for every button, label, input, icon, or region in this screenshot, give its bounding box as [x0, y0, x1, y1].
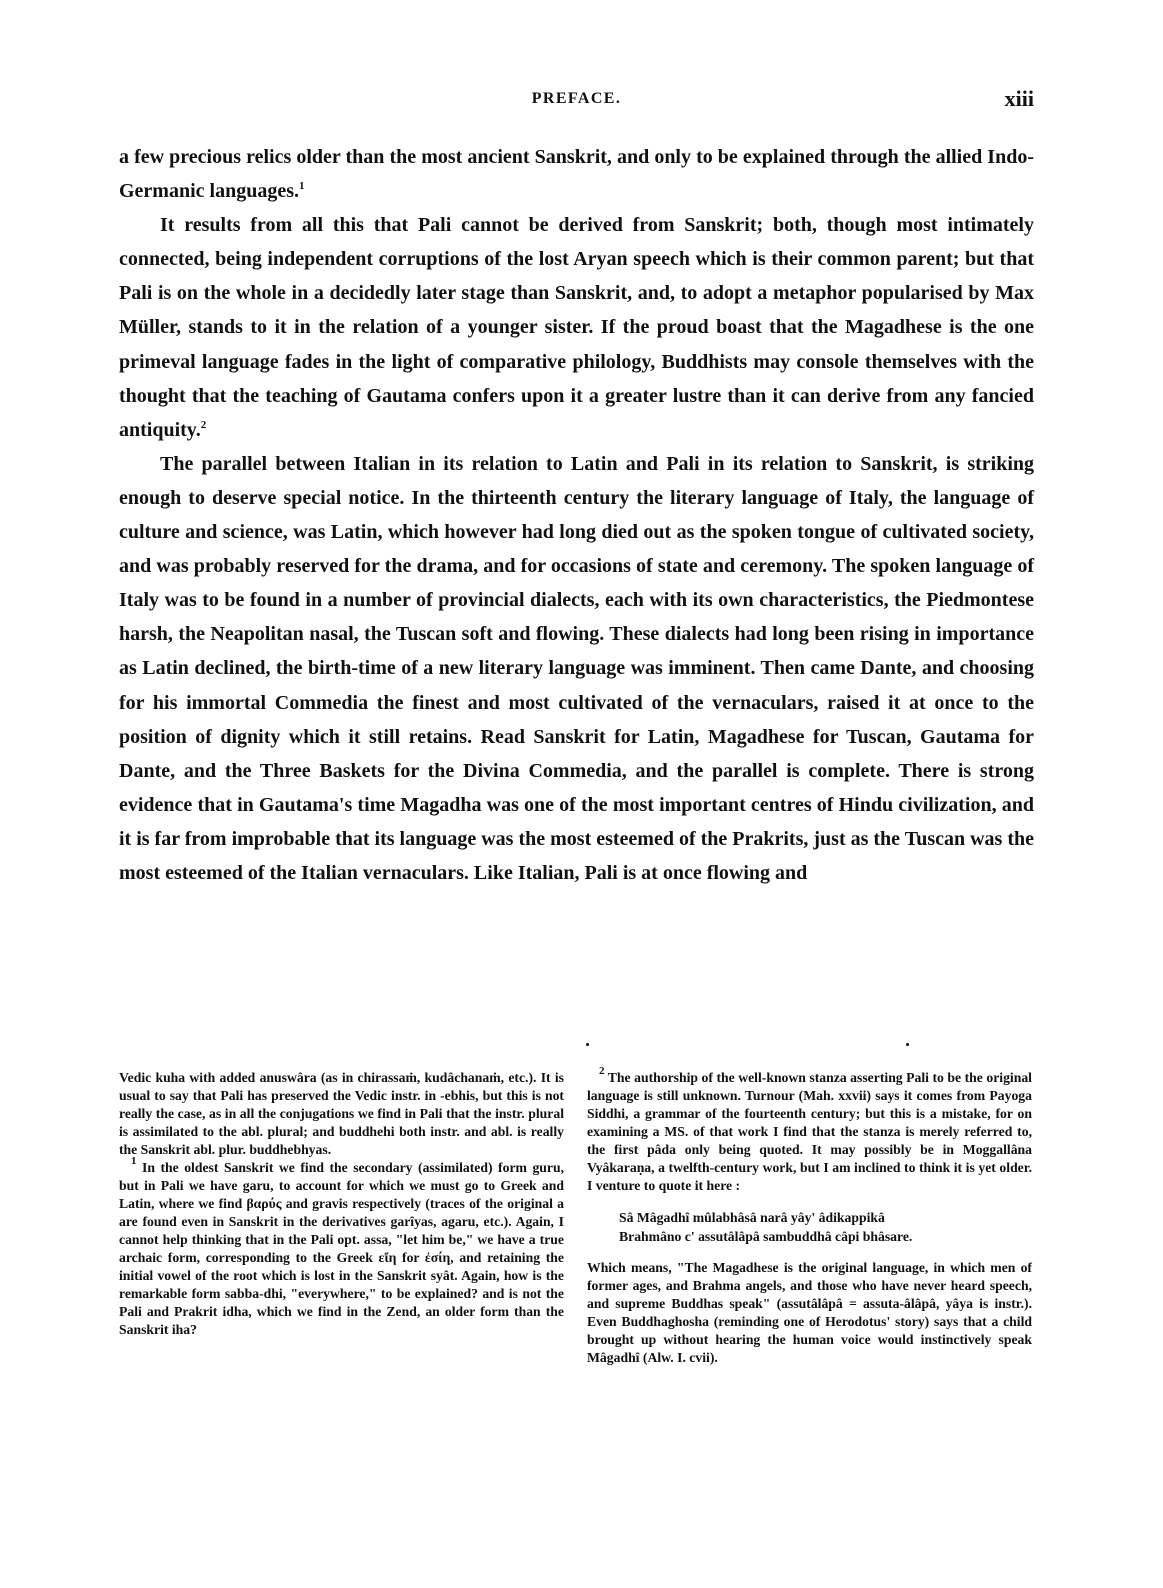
footnotes-left-column — [119, 1069, 564, 1339]
footnote-2-translation: Which means, "The Magadhese is the original language, in which men of former ages, and Brahma angels, and those who have never heard speech, and supreme Buddhas speak" (assutâlâpâ = assuta-âlâpâ, yâya is instr.). Even Buddhaghosha (reminding one of Herodotus' story) says that a child brought up without hearing the human voice would instinctively speak Mâgadhî (Alw. I. cvii). — [587, 1260, 1032, 1365]
print-specks — [572, 1043, 932, 1057]
page-number: xiii — [1004, 86, 1034, 111]
footnote-2-text: The authorship of the well-known stanza asserting Pali to be the original language is still unknown. Turnour (Mah. xxvii) says it comes from Payoga Siddhi, a grammar of the fourteenth century; but this is a mistake, for on examining a MS. of that work I find that the stanza is merely referred to, the first pâda only being quoted. It may possibly be in Moggallâna Vyâkaraṇa, a twelfth-century work, but I am inclined to think it is yet older. I venture to quote it here : — [587, 1070, 1032, 1193]
paragraph-continuation — [119, 140, 1034, 208]
stanza-line-1: Sâ Mâgadhî mûlabhâsâ narâ yây' âdikappikâ — [619, 1210, 885, 1225]
footnote-1-marker: 1 — [131, 1155, 137, 1167]
footnote-2 — [587, 1065, 1032, 1195]
footnotes-right-column — [587, 1065, 1032, 1367]
quoted-stanza — [619, 1208, 1032, 1246]
main-text — [119, 140, 1034, 890]
footnote-reference-1: 1 — [299, 180, 305, 193]
print-speck — [586, 1043, 589, 1046]
stanza-line-2: Brahmâno c' assutâlâpâ sambuddhâ câpi bhâsare. — [619, 1229, 913, 1244]
print-speck — [906, 1043, 909, 1046]
footnote-1-text: In the oldest Sanskrit we find the secondary (assimilated) form guru, but in Pali we have garu, to account for which we must go to Greek and Latin, where we find βαρύς and gravis respectively (traces of the original a are found even in Sanskrit in the derivatives garîyas, agaru, etc.). Again, I cannot help thinking that in the Pali opt. assa, "let him be," we have a true archaic form, corresponding to the Greek εἴη for ἐσίη, and retaining the initial vowel of the root which is lost in the Sanskrit syât. Again, how is the remarkable form sabba-dhi, "everywhere," to be explained? and is not the Pali and Prakrit idha, which we find in the Zend, an older form than the Sanskrit iha? — [119, 1160, 565, 1337]
footnote-reference-2: 2 — [200, 418, 207, 431]
footnote-2-marker: 2 — [599, 1065, 605, 1077]
paragraph-italian-parallel: The parallel between Italian in its relation to Latin and Pali in its relation to Sanskrit, is striking enough to deserve special notice. In the thirteenth century the literary language of Italy, the language of culture and science, was Latin, which however had long died out as the spoken tongue of cultivated society, and was probably reserved for the drama, and for occasions of state and ceremony. The spoken language of Italy was to be found in a number of provincial dialects, each with its own characteristics, the Piedmontese harsh, the Neapolitan nasal, the Tuscan soft and flowing. These dialects had long been rising in importance as Latin declined, the birth-time of a new literary language was imminent. Then came Dante, and choosing for his immortal Commedia the finest and most cultivated of the vernaculars, raised it at once to the position of dignity which it still retains. Read Sanskrit for Latin, Magadhese for Tuscan, Gautama for Dante, and the Three Baskets for the Divina Commedia, and the parallel is complete. There is strong evidence that in Gautama's time Magadha was one of the most important centres of Hindu civilization, and it is far from improbable that its language was the most esteemed of the Prakrits, just as the Tuscan was the most esteemed of the Italian vernaculars. Like Italian, Pali is at once flowing and — [119, 452, 1034, 884]
page-header — [119, 86, 1034, 114]
running-head: PREFACE. — [531, 90, 622, 107]
paragraph-2-text: It results from all this that Pali cannot be derived from Sanskrit; both, though most intimately connected, being independent corruptions of the lost Aryan speech which is their common parent; but that Pali is on the whole in a decidedly later stage than Sanskrit, and, to adopt a metaphor popularised by Max Müller, stands to it in the relation of a younger sister. If the proud boast that the Magadhese is the one primeval language fades in the light of comparative philology, Buddhists may console themselves with the thought that the teaching of Gautama confers upon it a greater lustre than it can derive from any fancied antiquity. — [119, 214, 1034, 441]
paragraph-pali-derivation — [119, 208, 1034, 447]
footnote-continuation: Vedic kuha with added anuswâra (as in chirassaṁ, kudâchanaṁ, etc.). It is usual to say that Pali has preserved the Vedic instr. in -ebhis, but this is not really the case, as in all the conjugations we find in Pali that the instr. plural is assimilated to the abl. plural; and buddhehi both instr. and abl. is really the Sanskrit abl. plur. buddhebhyas. — [119, 1070, 564, 1157]
paragraph-1-text: a few precious relics older than the most ancient Sanskrit, and only to be explained through the allied Indo-Germanic languages. — [119, 146, 1034, 203]
footnote-1 — [119, 1155, 565, 1339]
